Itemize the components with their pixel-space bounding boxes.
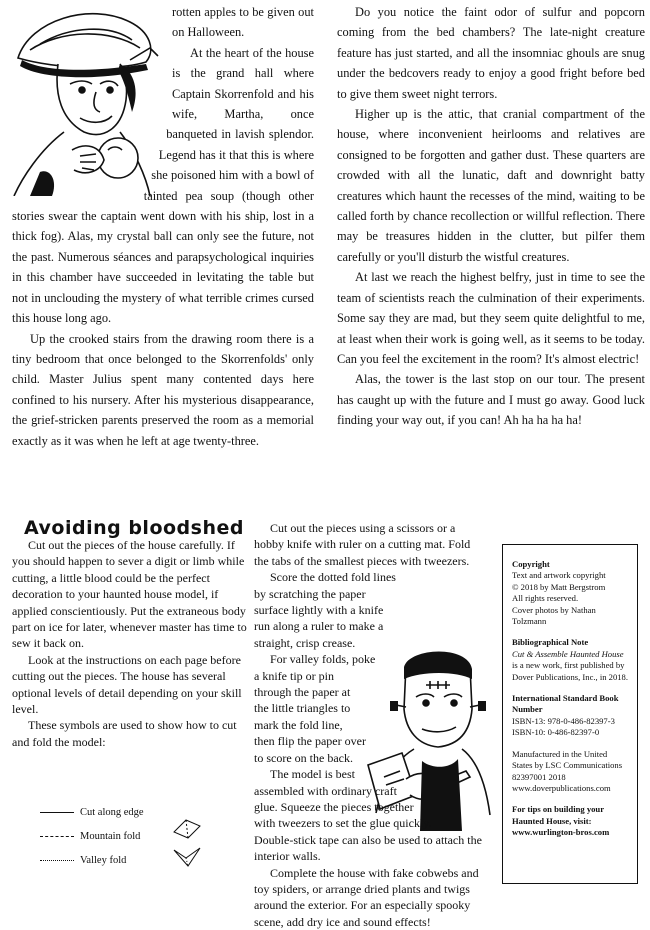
section-title: Avoiding bloodshed <box>24 517 244 539</box>
valley-fold-icon <box>172 842 202 868</box>
upper-left-paragraph-1: rotten apples to be given out on Halloween. <box>172 5 314 40</box>
mfg-line-3: 82397001 2018 <box>512 771 566 782</box>
mountain-fold-icon <box>172 814 202 840</box>
isbn-heading: International Standard Book Number <box>512 693 619 715</box>
copyright-line-2: © 2018 by Matt Bergstrom <box>512 581 606 592</box>
legend-valley <box>40 848 240 872</box>
legend-valley-label: Valley fold <box>80 854 127 866</box>
tips-url: www.wurlington-bros.com <box>512 827 610 838</box>
upper-right-column <box>337 2 645 431</box>
copyright-line-4: Cover photos by Nathan <box>512 604 596 615</box>
upper-right-paragraph-1: Do you notice the faint odor of sulfur and popcorn coming from the bed chambers? The late-night creature feature has just started, and all the insomniac ghouls are snug under the bedcovers ready to enjoy a good fright before bed to give them sweet night terrors. <box>337 5 645 101</box>
copyright-heading: Copyright <box>512 559 550 569</box>
isbn-10: ISBN-10: 0-486-82397-0 <box>512 727 600 738</box>
copyright-line-1: Text and artwork copyright <box>512 570 606 581</box>
lower-mid-paragraph-5: Complete the house with fake cobwebs and toy spiders, or arrange dried plants and twigs around the exterior. For an especially spooky scene, add dry ice and sound effects! <box>254 865 479 929</box>
lower-middle-column <box>254 520 486 930</box>
tips-heading: For tips on building your Haunted House, visit: <box>512 804 604 826</box>
tips-block <box>512 804 629 838</box>
fortune-teller-illustration <box>0 0 168 196</box>
bibliographical-block <box>512 637 629 683</box>
legend-cut <box>40 800 240 824</box>
cut-line-icon <box>40 812 74 813</box>
fortune-teller-icon <box>0 0 168 196</box>
lower-left-paragraph-2: Look at the instructions on each page before cutting out the pieces. The house has several optional levels of detail depending on your skill level. <box>12 652 242 717</box>
biblio-rest: is a new work, first published by Dover Publications, Inc., in 2018. <box>512 660 628 682</box>
fold-legend <box>40 800 240 872</box>
copyright-box <box>502 544 638 884</box>
upper-right-paragraph-4: Alas, the tower is the last stop on our tour. The present has caught up with the future and I must go away. Good luck finding your way out, if you can! Ah ha ha ha ha! <box>337 372 645 428</box>
biblio-text <box>512 649 629 683</box>
mfg-line-2: States by LSC Communications <box>512 760 623 771</box>
copyright-block <box>512 559 629 627</box>
biblio-heading: Bibliographical Note <box>512 637 589 648</box>
mountain-fold-line-icon <box>40 836 74 837</box>
legend-mountain-label: Mountain fold <box>80 830 141 842</box>
lower-mid-paragraph-4: The model is best assembled with ordinary craft glue. Squeeze the pieces together with tweezers to set the glue quickly. Double-stick tape can also be used to attach the interior walls. <box>254 767 482 864</box>
legend-mountain <box>40 824 240 848</box>
upper-right-paragraph-2: Higher up is the attic, that cranial compartment of the house, where inconvenient heirlooms and relatives are consigned to be forgotten and gather dust. These quarters are crowded with all the lunatic, daft and downright batty creatures which haunt the recesses of the mind, waiting to be called forth by chance recollection or willful reflection. There may be treasures hidden in the clutter, but pilfer them carefully or you'll disturb the wistful creatures. <box>337 107 645 264</box>
lower-left-paragraph-1: Cut out the pieces of the house carefully. If you should happen to sever a digit or limb while cutting, a little blood could be the perfect decoration to your haunted house model, if applied conscientiously. Put the extraneous body part on ice for later, whenever master has time to sew it back on. <box>12 538 247 651</box>
lower-left-column <box>12 537 248 750</box>
lower-mid-paragraph-2: Score the dotted fold lines by scratching the paper surface lightly with a knife run along a ruler to make a straight, crisp crease. <box>254 570 396 650</box>
isbn-block <box>512 693 629 739</box>
isbn-13: ISBN-13: 978-0-486-82397-3 <box>512 715 615 726</box>
mfg-line-1: Manufactured in the United <box>512 748 608 759</box>
upper-left-paragraph-3: Up the crooked stairs from the drawing room there is a tiny bedroom that once belonged to the Skorrenfolds' only child. Master Julius spent many contented days here confined to his nursery. After his mysterious disappearance, the grief-stricken parents preserved the room as a memorial exactly as it was when he left at age twenty-three. <box>12 331 314 448</box>
copyright-line-5: Tolzmann <box>512 616 547 627</box>
biblio-book-title: Cut & Assemble Haunted House <box>512 648 624 659</box>
valley-fold-line-icon <box>40 860 74 861</box>
lower-mid-paragraph-3: For valley folds, poke a knife tip or pin through the paper at the little triangles to mark the fold line, then flip the paper over to score on the back. <box>254 652 376 765</box>
upper-left-column <box>12 2 314 451</box>
lower-mid-paragraph-1: Cut out the pieces using a scissors or a hobby knife with ruler on a cutting mat. Fold the tabs of the smallest pieces with tweezers. <box>254 521 471 568</box>
copyright-line-3: All rights reserved. <box>512 593 579 604</box>
legend-cut-label: Cut along edge <box>80 806 144 818</box>
lower-left-paragraph-3: These symbols are used to show how to cut and fold the model: <box>12 718 237 749</box>
upper-right-paragraph-3: At last we reach the highest belfry, just in time to see the team of scientists reach the culmination of their experiments. Some say they are mad, but they seem quite delightful to me, at least when their work is going well, as it seems to be today. Can you feel the excitement in the room? It's almost electric! <box>337 270 645 366</box>
manufacturing-block <box>512 749 629 795</box>
upper-left-paragraph-2: At the heart of the house is the grand hall where Captain Skorrenfold and his wife, Martha, once banqueted in lavish splendor. Legend has it that this is where she poisoned him with a bowl of tainted pea soup (though other stories swear the captain went down with his ship, lost in a thick fog). Alas, my crystal ball can only see the future, not the past. Numerous séances and parapsychological inquiries in this chamber have succeeded in levitating the table but not in unclouding the mystery of what terrible crimes cursed this house long ago. <box>12 45 314 326</box>
mfg-line-4: www.doverpublications.com <box>512 782 611 793</box>
